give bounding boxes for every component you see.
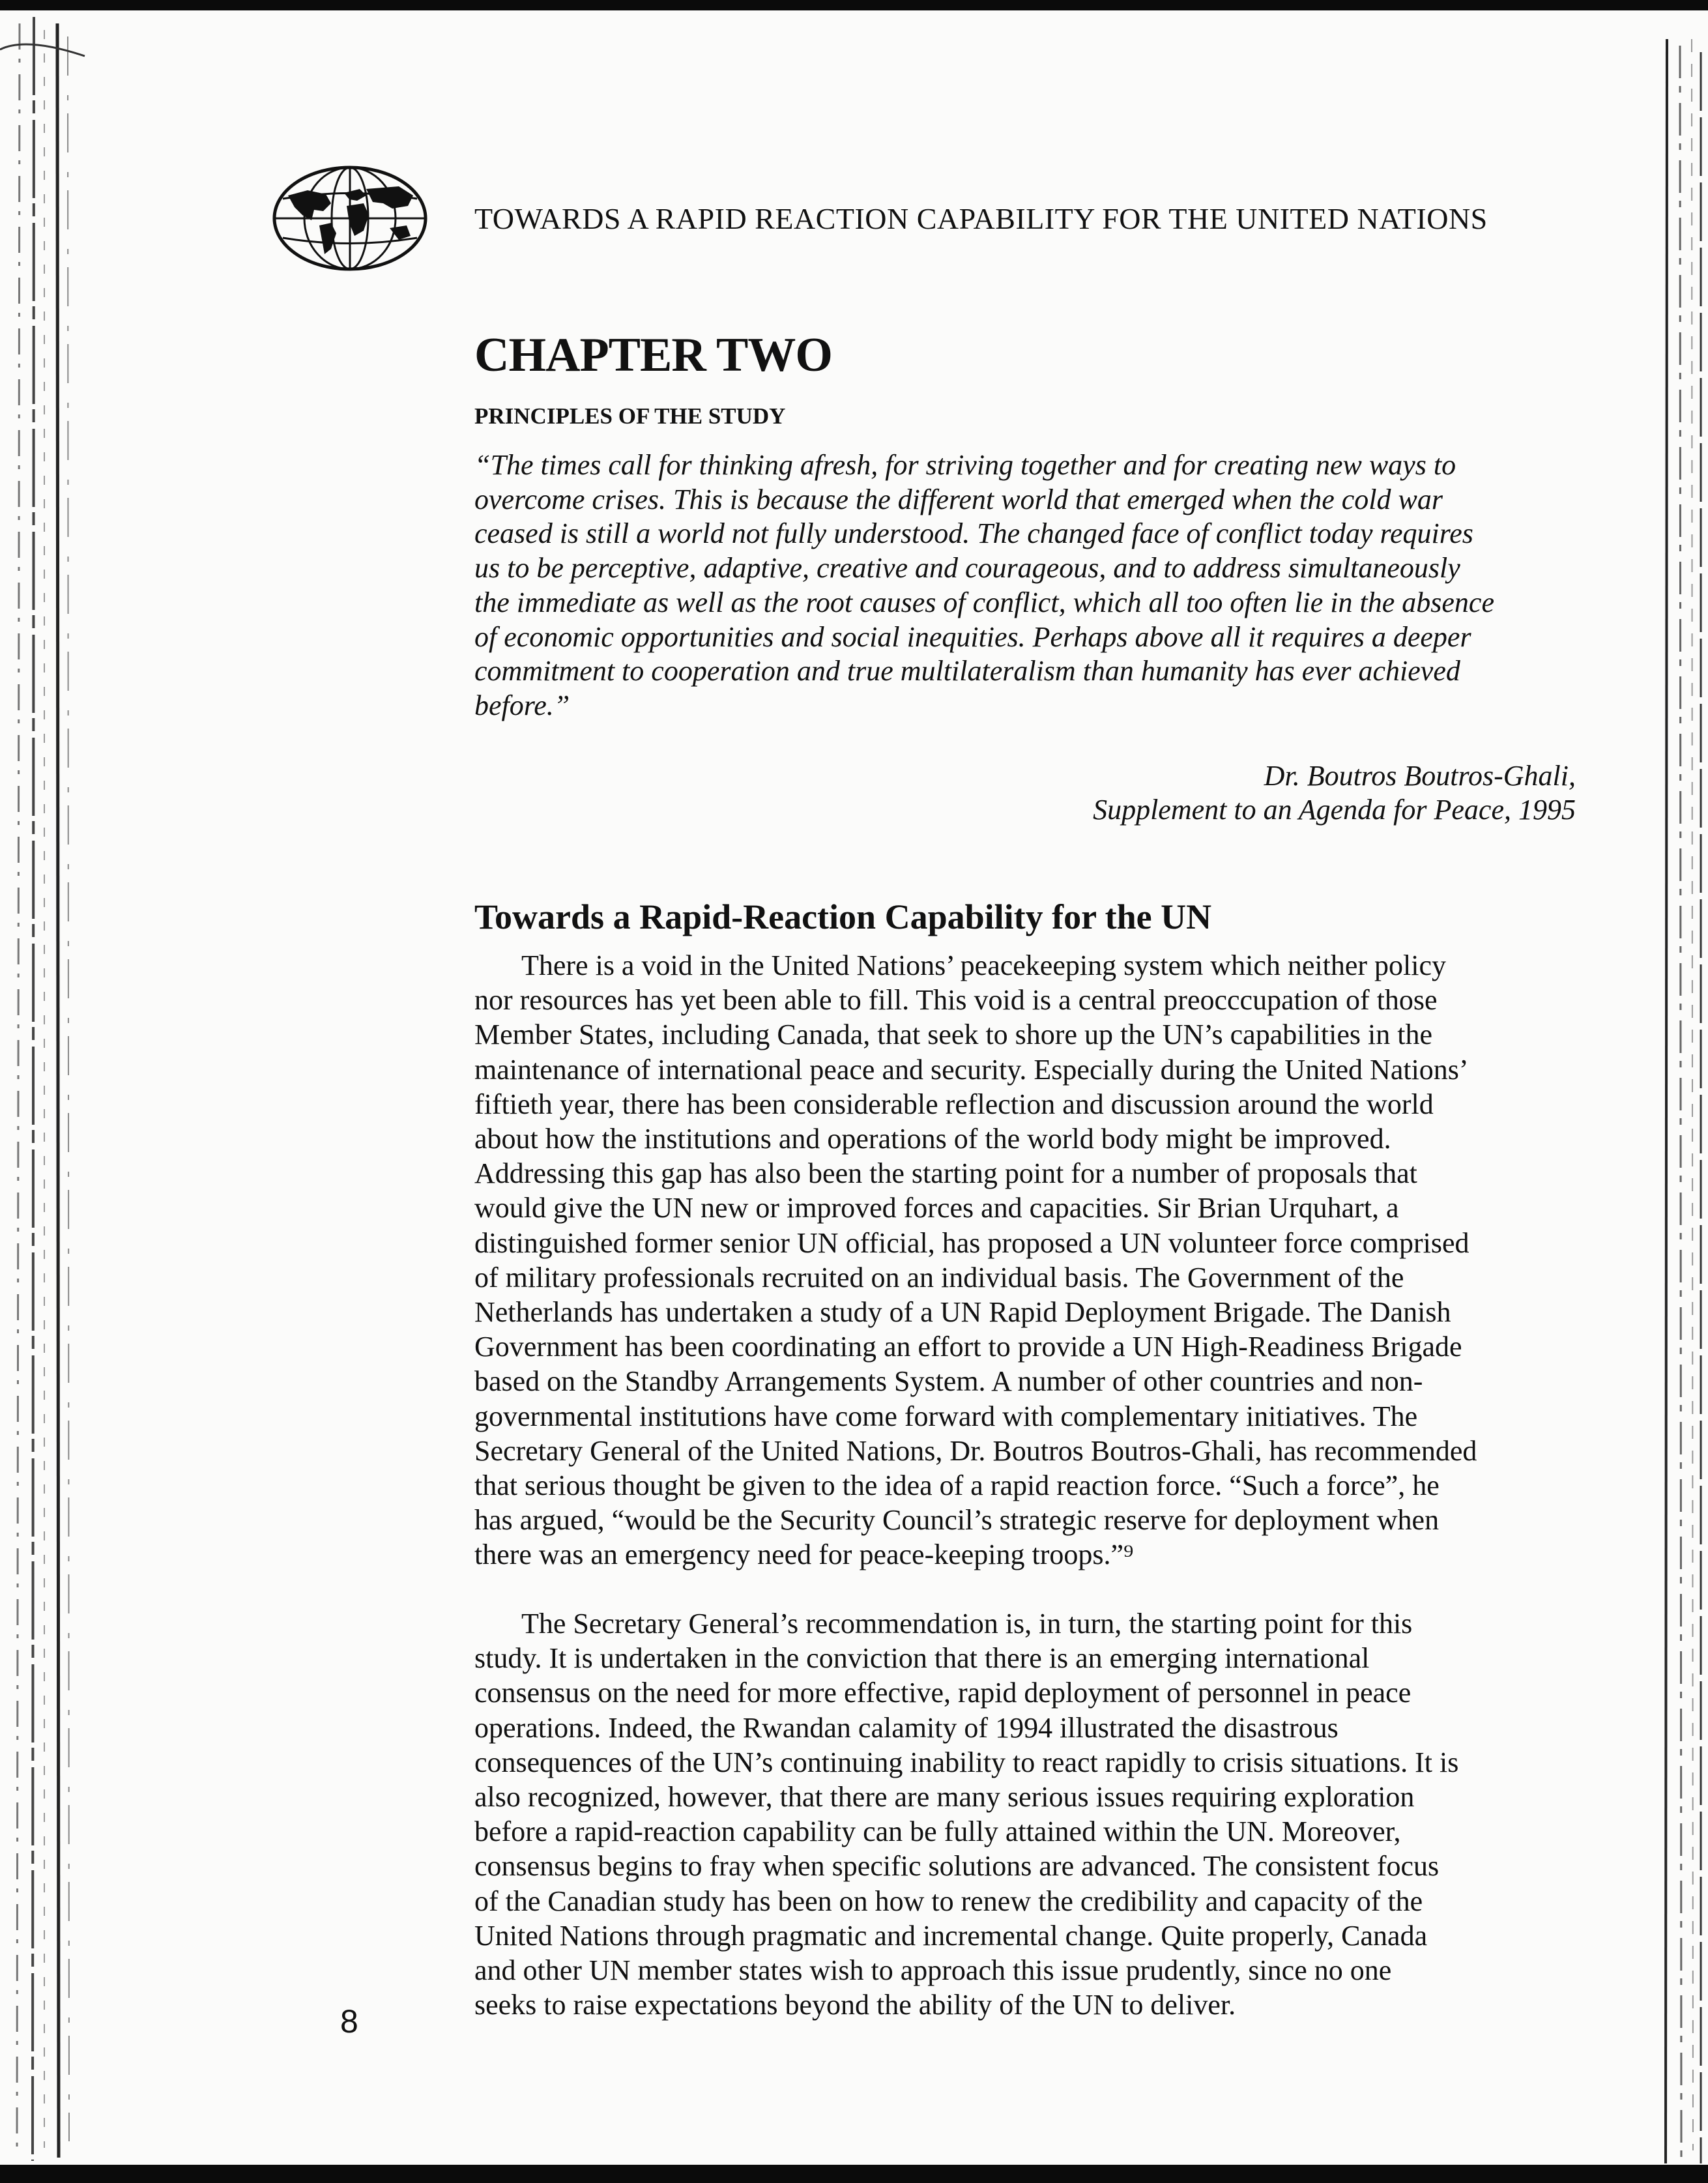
scan-top-edge (0, 0, 1708, 10)
paragraph-line: and other UN member states wish to approach this issue prudently, since no one (474, 1954, 1392, 1987)
running-header: TOWARDS A RAPID REACTION CAPABILITY FOR THE UNITED NATIONS (474, 202, 1488, 235)
body-paragraph (474, 1606, 1589, 2022)
paragraph-line: also recognized, however, that there are many serious issues requiring exploration (474, 1781, 1415, 1814)
paragraph-line: United Nations through pragmatic and incremental change. Quite properly, Canada (474, 1919, 1428, 1952)
paragraph-line: before a rapid-reaction capability can be fully attained within the UN. Moreover, (474, 1815, 1401, 1848)
paragraph-line: fiftieth year, there has been considerable reflection and discussion around the world (474, 1088, 1434, 1120)
paragraph-line: consensus begins to fray when specific solutions are advanced. The consistent focus (474, 1850, 1440, 1883)
epigraph-quote (474, 448, 1582, 723)
chapter-subtitle: PRINCIPLES OF THE STUDY (474, 403, 786, 429)
epigraph-line: us to be perceptive, adaptive, creative and courageous, and to address simultaneously (474, 552, 1460, 585)
epigraph-line: “The times call for thinking afresh, for striving together and for creating new ways to (474, 449, 1456, 481)
paragraph-line: Netherlands has undertaken a study of a UN Rapid Deployment Brigade. The Danish (474, 1296, 1451, 1329)
epigraph-line: overcome crises. This is because the different world that emerged when the cold war (474, 483, 1443, 515)
paragraph-line: distinguished former senior UN official, has proposed a UN volunteer force comprised (474, 1226, 1469, 1259)
paragraph-line: based on the Standby Arrangements System. A number of other countries and non- (474, 1365, 1423, 1398)
section-heading: Towards a Rapid-Reaction Capability for the UN (474, 897, 1212, 936)
attribution-source: Supplement to an Agenda for Peace, 1995 (1093, 794, 1576, 826)
chapter-title: CHAPTER TWO (474, 328, 832, 382)
paragraph-line: Government has been coordinating an effort to provide a UN High-Readiness Brigade (474, 1331, 1462, 1363)
paragraph-line: nor resources has yet been able to fill. This void is a central preocccupation of those (474, 984, 1438, 1017)
globe-icon (268, 163, 431, 274)
scan-bottom-edge (0, 2165, 1708, 2183)
paragraph-line: there was an emergency need for peace-keeping troops.”⁹ (474, 1539, 1134, 1571)
epigraph-line: ceased is still a world not fully understood. The changed face of conflict today requires (474, 517, 1473, 550)
paragraph-line: Addressing this gap has also been the starting point for a number of proposals that (474, 1157, 1417, 1190)
paragraph-line: There is a void in the United Nations’ peacekeeping system which neither policy (521, 949, 1446, 981)
paragraph-line: about how the institutions and operations of the world body might be improved. (474, 1123, 1391, 1155)
paragraph-line: would give the UN new or improved forces and capacities. Sir Brian Urquhart, a (474, 1192, 1399, 1224)
epigraph-line: the immediate as well as the root causes of conflict, which all too often lie in the absence (474, 586, 1494, 618)
epigraph-line: of economic opportunities and social inequities. Perhaps above all it requires a deeper (474, 620, 1471, 653)
paragraph-line: seeks to raise expectations beyond the ability of the UN to deliver. (474, 1989, 1236, 2021)
epigraph-attribution (474, 759, 1576, 827)
paragraph-line: consensus on the need for more effective, rapid deployment of personnel in peace (474, 1677, 1411, 1709)
paragraph-line: operations. Indeed, the Rwandan calamity of 1994 illustrated the disastrous (474, 1711, 1339, 1744)
attribution-author: Dr. Boutros Boutros-Ghali, (1264, 760, 1576, 792)
page-number: 8 (340, 2003, 358, 2040)
paragraph-line: The Secretary General’s recommendation is, in turn, the starting point for this (521, 1608, 1413, 1640)
paragraph-line: Member States, including Canada, that seek to shore up the UN’s capabilities in the (474, 1019, 1432, 1051)
page-right-edge (1660, 39, 1708, 2163)
body-paragraph (474, 948, 1589, 1572)
paragraph-line: that serious thought be given to the idea of a rapid reaction force. “Such a force”, he (474, 1469, 1440, 1502)
paragraph-line: study. It is undertaken in the conviction that there is an emerging international (474, 1642, 1370, 1675)
paragraph-line: Secretary General of the United Nations, Dr. Boutros Boutros-Ghali, has recommended (474, 1434, 1477, 1467)
paragraph-line: maintenance of international peace and security. Especially during the United Nations’ (474, 1053, 1469, 1086)
paragraph-line: consequences of the UN’s continuing inability to react rapidly to crisis situations. It is (474, 1746, 1459, 1778)
epigraph-line: commitment to cooperation and true multilateralism than humanity has ever achieved (474, 655, 1460, 687)
paragraph-line: governmental institutions have come forward with complementary initiatives. The (474, 1400, 1418, 1432)
paragraph-line: of the Canadian study has been on how to renew the credibility and capacity of the (474, 1885, 1423, 1917)
epigraph-line: before.” (474, 689, 570, 721)
paragraph-line: of military professionals recruited on an individual basis. The Government of the (474, 1261, 1404, 1294)
binding-edge (0, 10, 88, 2165)
paragraph-line: has argued, “would be the Security Council’s strategic reserve for deployment when (474, 1504, 1440, 1537)
